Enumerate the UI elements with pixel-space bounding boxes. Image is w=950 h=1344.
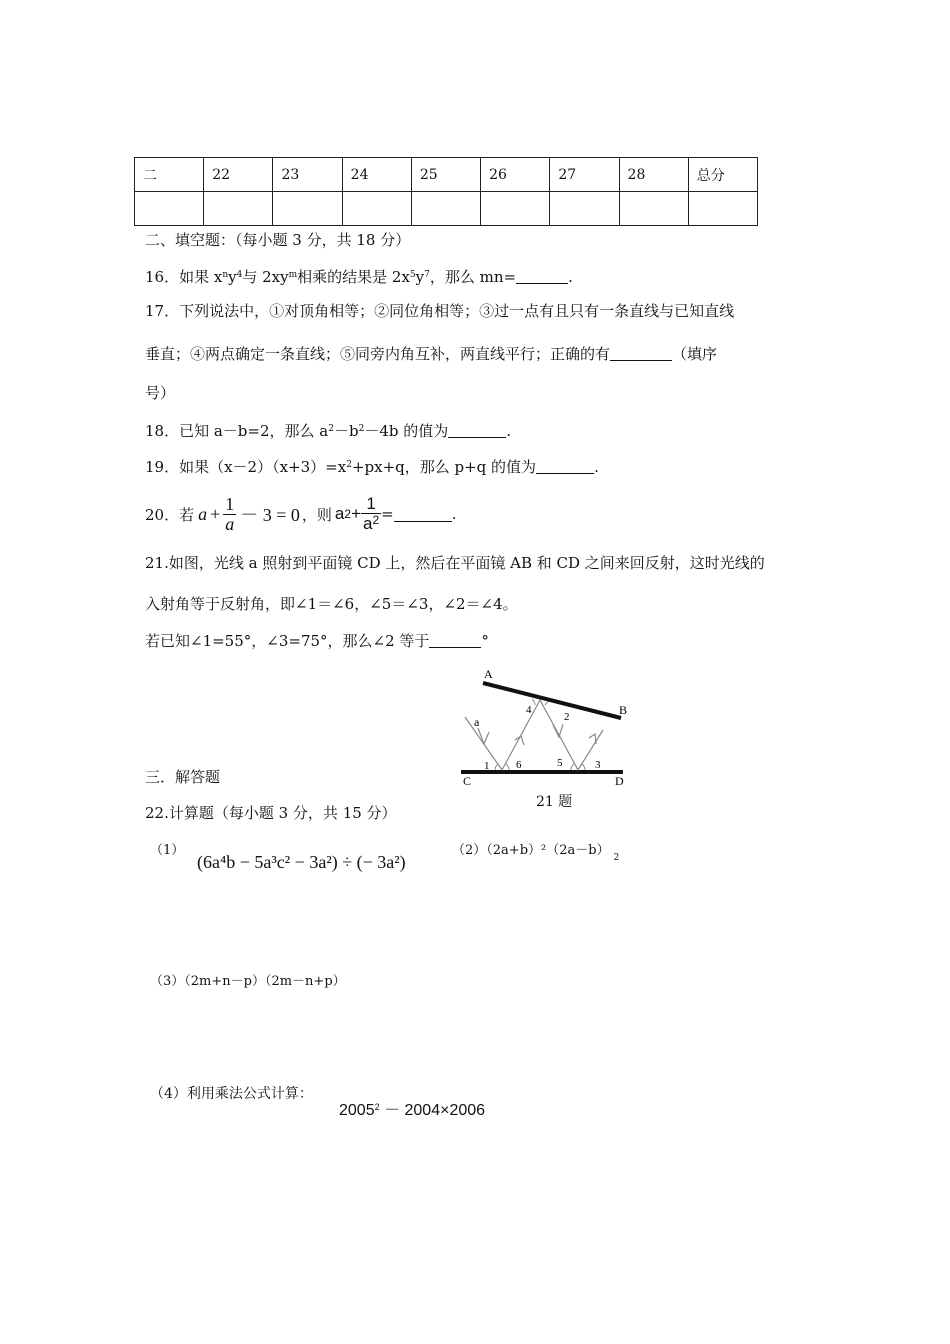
q16-text: 与 2xy: [242, 268, 289, 286]
answer-blank[interactable]: [429, 633, 481, 648]
q17-line3: 号）: [145, 384, 176, 402]
label-angle-5: 5: [557, 757, 563, 769]
score-cell: 总分: [688, 158, 757, 192]
score-entry-cell[interactable]: [481, 192, 550, 226]
angle-arc: [506, 764, 509, 770]
q20-frac-den: a: [225, 513, 235, 534]
score-cell: 22: [204, 158, 273, 192]
answer-blank[interactable]: [448, 423, 506, 438]
q16-text: y: [228, 268, 237, 286]
q20-text: ，则: [301, 505, 332, 524]
q20-rest: － 3 = 0: [240, 505, 300, 525]
q16-exp: m: [288, 270, 298, 280]
q20-end: .: [451, 505, 457, 523]
q21-line1: 21.如图，光线 a 照射到平面镜 CD 上，然后在平面镜 AB 和 CD 之间来回反射，这时光线的: [145, 554, 765, 572]
score-entry-cell[interactable]: [273, 192, 342, 226]
ray-arrow: [478, 728, 489, 744]
score-entry-cell[interactable]: [619, 192, 688, 226]
q16-text: ，那么 mn=: [429, 268, 517, 286]
label-b-point: B: [619, 703, 628, 717]
answer-blank[interactable]: [536, 459, 594, 474]
answer-blank[interactable]: [394, 507, 452, 522]
q22-part4-expr: [339, 1097, 485, 1120]
q17-line1: 17．下列说法中，①对顶角相等；②同位角相等；③过一点有且只有一条直线与已知直线: [145, 302, 735, 320]
label-angle-2: 2: [564, 711, 570, 723]
section2-title: 二、填空题：（每小题 3 分，共 18 分）: [145, 231, 411, 249]
label-c-point: C: [463, 774, 472, 788]
label-a-point: A: [484, 667, 493, 681]
question-20: [145, 490, 457, 538]
angle-arc: [582, 764, 585, 770]
label-ray-a: a: [474, 715, 480, 729]
section3-title: 三．解答题: [145, 768, 221, 786]
score-cell: 23: [273, 158, 342, 192]
q22-part4-exp: 2: [374, 1102, 380, 1112]
score-cell: 24: [342, 158, 411, 192]
answer-blank[interactable]: [516, 269, 568, 284]
label-angle-1: 1: [484, 760, 490, 772]
figure-caption: 21 题: [536, 794, 573, 810]
q21-text: 若已知∠1=55°，∠3=75°，那么∠2 等于: [145, 632, 430, 650]
angle-arc: [545, 702, 548, 705]
q16-text: 相乘的结果是 2x: [297, 268, 410, 286]
q16-exp: 5: [409, 270, 416, 280]
q22-part1-label: （1）: [150, 843, 185, 858]
q17-line2: [145, 346, 717, 362]
q22-part4-base: 2005: [339, 1102, 375, 1119]
label-angle-4: 4: [526, 704, 532, 716]
q18-exp: 2: [358, 424, 365, 434]
q16-end: .: [568, 268, 573, 286]
q19-exp: 2: [346, 460, 352, 470]
q18-text: －4b 的值为: [364, 422, 449, 440]
angle-arc: [532, 699, 535, 705]
label-angle-3: 3: [595, 759, 601, 771]
q20-fraction-2: [361, 495, 381, 533]
question-19: [145, 459, 599, 475]
q20-exp: 2: [344, 507, 352, 521]
q22-part2: [452, 844, 619, 863]
score-entry-cell[interactable]: [204, 192, 273, 226]
score-cell: 27: [550, 158, 619, 192]
q21-end: °: [481, 632, 489, 650]
q22-part4-label: （4）利用乘法公式计算：: [150, 1086, 313, 1102]
q19-text: +px+q，那么 p+q 的值为: [351, 458, 537, 476]
q22-title: 22.计算题（每小题 3 分，共 15 分）: [145, 804, 397, 822]
q20-op: +: [210, 503, 221, 524]
q22-part1-expr: (6a⁴b − 5a³c² − 3a²) ÷ (− 3a²): [197, 852, 406, 872]
score-entry-cell[interactable]: [688, 192, 757, 226]
score-cell: 26: [481, 158, 550, 192]
q22-part2-label: （2）: [452, 843, 487, 858]
score-cell: 28: [619, 158, 688, 192]
score-cell: 二: [135, 158, 204, 192]
score-table: [134, 157, 758, 226]
score-entry-cell[interactable]: [411, 192, 480, 226]
q20-var: a: [198, 503, 208, 524]
q22-part2-exp: 2: [613, 853, 620, 863]
q20-exp: 2: [372, 513, 380, 527]
q21-line2: 入射角等于反射角，即∠1＝∠6，∠5＝∠3，∠2＝∠4。: [145, 595, 518, 613]
angle-arc: [571, 764, 574, 770]
q16-exp: 4: [236, 270, 243, 280]
label-d-point: D: [615, 774, 624, 788]
q18-end: .: [506, 422, 512, 440]
q20-op: +: [351, 504, 362, 523]
question-16: [145, 269, 573, 285]
q17-text: 垂直；④两点确定一条直线；⑤同旁内角互补，两直线平行；正确的有: [145, 345, 611, 363]
q18-text: －b: [333, 422, 359, 440]
question-18: [145, 423, 511, 439]
score-entry-cell[interactable]: [342, 192, 411, 226]
score-cell: 25: [411, 158, 480, 192]
q22-part4-rest: － 2004×2006: [384, 1102, 486, 1119]
q19-text: 19．如果（x－2）（x+3）=x: [145, 458, 347, 476]
angle-arc: [495, 764, 498, 770]
q20-frac-num: 1: [361, 495, 381, 514]
q16-text: y: [415, 268, 425, 286]
mirror-ab: [483, 683, 621, 718]
q21-line3: [145, 633, 489, 649]
q19-end: .: [594, 458, 599, 476]
q20-eq: =: [381, 505, 394, 523]
label-angle-6: 6: [516, 759, 522, 771]
q20-text: 20．若: [145, 505, 195, 524]
q22-part2-expr: （2a+b）²（2a－b）: [486, 843, 610, 858]
q16-exp: n: [222, 270, 229, 280]
answer-blank[interactable]: [610, 346, 672, 361]
q16-text: 16．如果 x: [145, 268, 223, 286]
q18-exp: 2: [328, 424, 334, 434]
q20-frac-den: [361, 514, 381, 533]
mirror-diagram: [445, 662, 645, 812]
q16-exp: 7: [424, 270, 430, 280]
q20-fraction: [223, 495, 236, 534]
score-entry-cell[interactable]: [135, 192, 204, 226]
q17-text: （填序: [672, 345, 718, 363]
score-entry-cell[interactable]: [550, 192, 619, 226]
q20-frac-num: 1: [225, 493, 235, 514]
q20-var: a: [334, 504, 345, 523]
score-table-header-row: [135, 158, 758, 192]
q18-text: 18．已知 a－b=2，那么 a: [145, 422, 329, 440]
score-table-entry-row: [135, 192, 758, 226]
q20-den-var: a: [363, 514, 373, 533]
q22-part3: （3）（2m+n－p）（2m－n+p）: [150, 974, 346, 989]
